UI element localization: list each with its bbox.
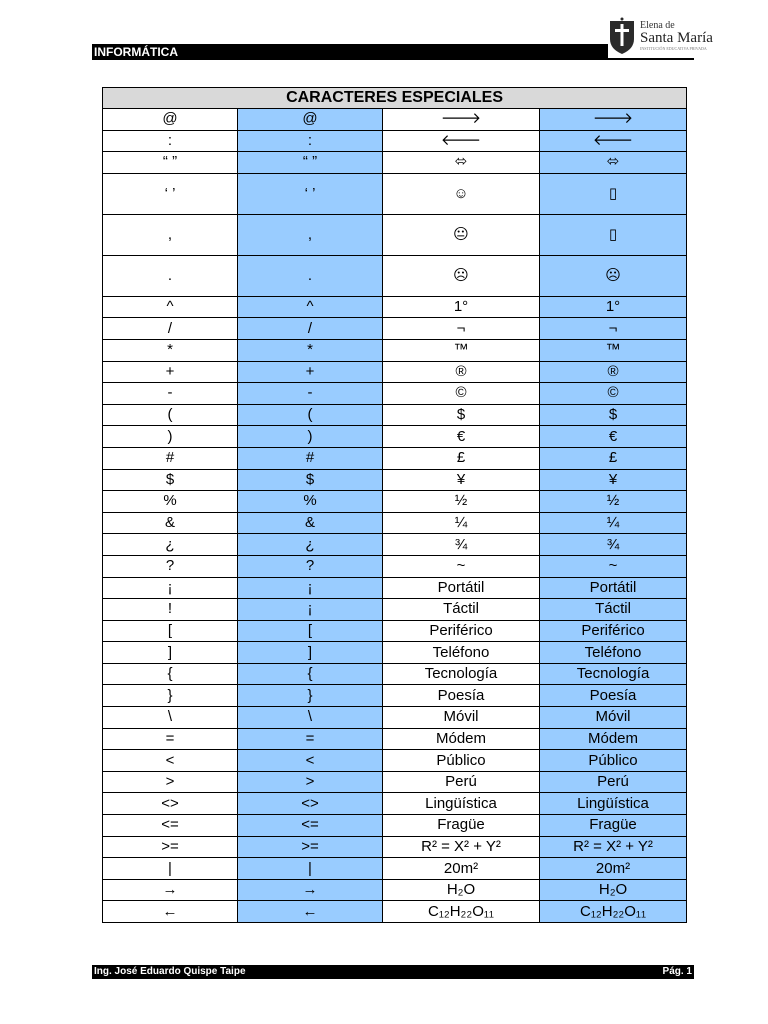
table-cell: % — [103, 491, 238, 513]
table-row — [103, 534, 687, 556]
table-row — [103, 771, 687, 793]
table-row — [103, 815, 687, 837]
table-row — [103, 255, 687, 296]
table-row — [103, 361, 687, 383]
table-cell: ¾ — [383, 534, 540, 556]
table-cell: ½ — [540, 491, 687, 513]
table-row — [103, 858, 687, 880]
table-cell: ? — [103, 555, 238, 577]
table-cell: | — [238, 858, 383, 880]
table-cell: ¥ — [383, 469, 540, 491]
table-cell: Lingüística — [383, 793, 540, 815]
table-cell: @ — [103, 109, 238, 131]
table-cell: 🡒 — [540, 109, 687, 131]
table-row — [103, 383, 687, 405]
table-cell: [ — [103, 620, 238, 642]
logo-line-3: INSTITUCIÓN EDUCATIVA PRIVADA — [640, 46, 707, 51]
table-cell: 🡒 — [383, 109, 540, 131]
table-cell: ) — [103, 426, 238, 448]
table-cell: Fragüe — [540, 815, 687, 837]
table-row — [103, 599, 687, 621]
table-cell: → — [103, 879, 238, 901]
logo-line-1: Elena de — [640, 20, 675, 31]
table-cell: $ — [540, 404, 687, 426]
table-cell: } — [103, 685, 238, 707]
table-cell: ⬄ — [383, 152, 540, 174]
table-cell: ☹ — [383, 255, 540, 296]
table-cell: Periférico — [383, 620, 540, 642]
table-cell: → — [238, 879, 383, 901]
table-row — [103, 728, 687, 750]
table-cell: ½ — [383, 491, 540, 513]
table-cell: ¿ — [238, 534, 383, 556]
footer-page-number: Pág. 1 — [662, 966, 692, 977]
table-cell: ‘ ’ — [238, 173, 383, 214]
table-cell: # — [103, 447, 238, 469]
table-cell: ☹ — [540, 255, 687, 296]
table-cell: ¬ — [540, 318, 687, 340]
table-cell: Tecnología — [540, 663, 687, 685]
table-row — [103, 130, 687, 152]
table-cell: ☺ — [383, 173, 540, 214]
table-cell: 🡐 — [383, 130, 540, 152]
table-cell: . — [238, 255, 383, 296]
table-cell: Público — [540, 750, 687, 772]
table-cell: R² = X² + Y² — [383, 836, 540, 858]
table-cell: % — [238, 491, 383, 513]
table-cell: € — [540, 426, 687, 448]
school-seal-icon — [608, 17, 636, 55]
table-cell: ) — [238, 426, 383, 448]
table-cell: / — [238, 318, 383, 340]
table-cell: ~ — [540, 555, 687, 577]
table-cell: 1° — [383, 296, 540, 318]
table-cell: . — [103, 255, 238, 296]
table-cell: “ ” — [238, 152, 383, 174]
table-row — [103, 836, 687, 858]
table-row — [103, 173, 687, 214]
header-bar — [92, 44, 694, 60]
table-cell: [ — [238, 620, 383, 642]
table-cell: 1° — [540, 296, 687, 318]
table-cell: Poesía — [383, 685, 540, 707]
table-cell: \ — [238, 707, 383, 729]
table-row — [103, 577, 687, 599]
table-cell: <> — [103, 793, 238, 815]
table-row — [103, 296, 687, 318]
footer-author: Ing. José Eduardo Quispe Taipe — [94, 966, 246, 977]
table-cell: C₁₂H₂₂O₁₁ — [383, 901, 540, 923]
table-cell: Fragüe — [383, 815, 540, 837]
table-cell: ¡ — [238, 599, 383, 621]
table-cell: , — [238, 214, 383, 255]
table-cell: < — [238, 750, 383, 772]
table-cell: ( — [103, 404, 238, 426]
table-cell: > — [238, 771, 383, 793]
table-cell: H₂O — [383, 879, 540, 901]
table-cell: ‘ ’ — [103, 173, 238, 214]
table-cell: 😐 — [383, 214, 540, 255]
table-cell: } — [238, 685, 383, 707]
table-cell: = — [103, 728, 238, 750]
table-cell: * — [103, 339, 238, 361]
table-cell: / — [103, 318, 238, 340]
table-cell: ^ — [103, 296, 238, 318]
table-row — [103, 512, 687, 534]
table-cell: $ — [383, 404, 540, 426]
table-cell: © — [540, 383, 687, 405]
table-row — [103, 685, 687, 707]
table-cell: ¼ — [383, 512, 540, 534]
table-cell: : — [238, 130, 383, 152]
table-row — [103, 901, 687, 923]
table-cell: Portátil — [540, 577, 687, 599]
table-row — [103, 152, 687, 174]
table-cell: Módem — [383, 728, 540, 750]
table-cell: ▯ — [540, 214, 687, 255]
table-row — [103, 318, 687, 340]
table-cell: ¾ — [540, 534, 687, 556]
table-cell: Módem — [540, 728, 687, 750]
table-cell: - — [238, 383, 383, 405]
table-cell: = — [238, 728, 383, 750]
table-cell: Periférico — [540, 620, 687, 642]
table-cell: >= — [103, 836, 238, 858]
footer-bar — [92, 965, 694, 979]
table-row — [103, 879, 687, 901]
table-cell: Móvil — [383, 707, 540, 729]
logo-line-2: Santa María — [640, 30, 713, 46]
table-cell: & — [103, 512, 238, 534]
table-cell: ! — [103, 599, 238, 621]
table-row — [103, 214, 687, 255]
table-cell: \ — [103, 707, 238, 729]
table-cell: 🡐 — [540, 130, 687, 152]
table-cell: <= — [103, 815, 238, 837]
table-cell: ▯ — [540, 173, 687, 214]
table-row — [103, 339, 687, 361]
table-cell: £ — [540, 447, 687, 469]
table-cell: ← — [238, 901, 383, 923]
table-cell: Poesía — [540, 685, 687, 707]
table-row — [103, 426, 687, 448]
table-row — [103, 109, 687, 131]
table-row — [103, 447, 687, 469]
table-cell: ® — [540, 361, 687, 383]
table-cell: | — [103, 858, 238, 880]
table-cell: Móvil — [540, 707, 687, 729]
table-row — [103, 469, 687, 491]
table-cell: , — [103, 214, 238, 255]
table-cell: ™ — [383, 339, 540, 361]
table-row — [103, 793, 687, 815]
table-cell: * — [238, 339, 383, 361]
table-cell: ^ — [238, 296, 383, 318]
table-cell: ¡ — [103, 577, 238, 599]
table-cell: @ — [238, 109, 383, 131]
table-cell: £ — [383, 447, 540, 469]
table-cell: 20m² — [540, 858, 687, 880]
header-title: INFORMÁTICA — [94, 45, 178, 59]
table-cell: ] — [103, 642, 238, 664]
table-row — [103, 491, 687, 513]
table-cell: + — [103, 361, 238, 383]
table-cell: Teléfono — [540, 642, 687, 664]
table-cell: ™ — [540, 339, 687, 361]
table-cell: Público — [383, 750, 540, 772]
table-cell: ⬄ — [540, 152, 687, 174]
table-row — [103, 555, 687, 577]
table-cell: > — [103, 771, 238, 793]
table-cell: <= — [238, 815, 383, 837]
table-row — [103, 404, 687, 426]
table-cell: + — [238, 361, 383, 383]
table-cell: $ — [238, 469, 383, 491]
table-cell: ¡ — [238, 577, 383, 599]
table-cell: $ — [103, 469, 238, 491]
table-cell: R² = X² + Y² — [540, 836, 687, 858]
table-row — [103, 663, 687, 685]
table-cell: ( — [238, 404, 383, 426]
table-cell: < — [103, 750, 238, 772]
table-cell: Teléfono — [383, 642, 540, 664]
table-title: CARACTERES ESPECIALES — [103, 88, 687, 109]
special-characters-table — [102, 87, 687, 923]
table-cell: >= — [238, 836, 383, 858]
table-cell: - — [103, 383, 238, 405]
table-cell: “ ” — [103, 152, 238, 174]
table-cell: C₁₂H₂₂O₁₁ — [540, 901, 687, 923]
table-cell: Táctil — [383, 599, 540, 621]
table-cell: 20m² — [383, 858, 540, 880]
table-cell: € — [383, 426, 540, 448]
table-cell: Portátil — [383, 577, 540, 599]
table-cell: : — [103, 130, 238, 152]
table-row — [103, 620, 687, 642]
table-cell: Perú — [540, 771, 687, 793]
table-cell: ? — [238, 555, 383, 577]
table-cell: ¥ — [540, 469, 687, 491]
table-cell: { — [238, 663, 383, 685]
table-cell: Táctil — [540, 599, 687, 621]
table-cell: <> — [238, 793, 383, 815]
school-logo — [608, 14, 714, 58]
table-cell: Perú — [383, 771, 540, 793]
table-cell: ~ — [383, 555, 540, 577]
table-cell: Tecnología — [383, 663, 540, 685]
table-cell: ¼ — [540, 512, 687, 534]
table-row — [103, 642, 687, 664]
table-cell: ← — [103, 901, 238, 923]
table-cell: ] — [238, 642, 383, 664]
table-cell: © — [383, 383, 540, 405]
table-cell: & — [238, 512, 383, 534]
table-cell: ® — [383, 361, 540, 383]
table-cell: ¿ — [103, 534, 238, 556]
table-cell: { — [103, 663, 238, 685]
table-cell: ¬ — [383, 318, 540, 340]
table-body — [103, 109, 687, 923]
table-cell: Lingüística — [540, 793, 687, 815]
table-row — [103, 750, 687, 772]
table-cell: # — [238, 447, 383, 469]
table-row — [103, 707, 687, 729]
table-cell: H₂O — [540, 879, 687, 901]
